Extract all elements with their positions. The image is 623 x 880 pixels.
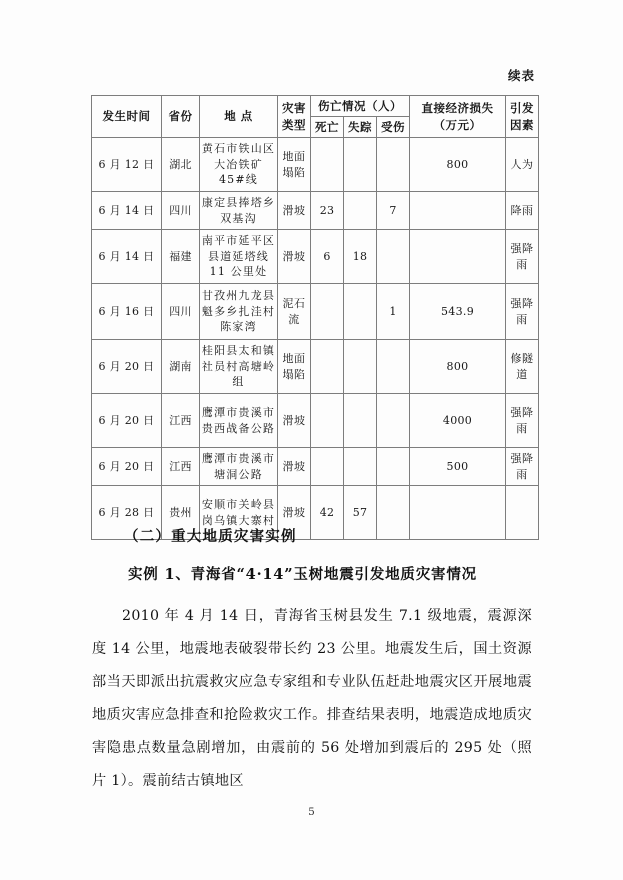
cell-cause: 强降雨: [506, 230, 539, 284]
cell-missing: [344, 284, 377, 340]
cell-deaths: [311, 394, 344, 448]
cell-disaster-type: 滑坡: [278, 394, 311, 448]
table-row: [92, 192, 539, 230]
cell-missing: [344, 192, 377, 230]
cell-time: 6 月 16 日: [92, 284, 162, 340]
cell-cause: [506, 486, 539, 540]
cell-deaths: [311, 448, 344, 486]
cell-disaster-type: 滑坡: [278, 486, 311, 540]
table-row: [92, 340, 539, 394]
cell-missing: [344, 448, 377, 486]
header-economic-loss: [410, 96, 506, 138]
table-row: [92, 448, 539, 486]
cell-economic-loss: [410, 230, 506, 284]
cell-place: 鹰潭市贵溪市贵西战备公路: [200, 394, 278, 448]
cell-province: 湖南: [162, 340, 200, 394]
cell-economic-loss: [410, 486, 506, 540]
header-missing: 失踪: [344, 117, 377, 138]
table-row: [92, 230, 539, 284]
table-header: [92, 96, 539, 138]
geological-disaster-table-wrapper: [91, 95, 534, 540]
header-row-primary: [92, 96, 539, 117]
cell-deaths: 23: [311, 192, 344, 230]
cell-missing: 57: [344, 486, 377, 540]
header-cause-line2: 因素: [510, 117, 534, 132]
header-injured: 受伤: [377, 117, 410, 138]
cell-disaster-type: 地面塌陷: [278, 138, 311, 192]
table-row: [92, 284, 539, 340]
header-deaths: 死亡: [311, 117, 344, 138]
header-disaster-type-line2: 类型: [282, 117, 306, 132]
cell-place: 康定县捧塔乡双基沟: [200, 192, 278, 230]
table-row: [92, 394, 539, 448]
cell-province: 四川: [162, 192, 200, 230]
cell-deaths: 6: [311, 230, 344, 284]
header-province: 省份: [162, 96, 200, 138]
cell-injured: [377, 230, 410, 284]
cell-disaster-type: 滑坡: [278, 192, 311, 230]
cell-disaster-type: 泥石流: [278, 284, 311, 340]
header-disaster-type-line1: 灾害: [282, 100, 306, 115]
header-economic-loss-line1: 直接经济损失: [421, 100, 494, 115]
cell-disaster-type: 滑坡: [278, 230, 311, 284]
geological-disaster-table: [91, 95, 539, 540]
header-cause-line1: 引发: [510, 100, 534, 115]
cell-injured: [377, 486, 410, 540]
cell-deaths: [311, 340, 344, 394]
cell-time: 6 月 28 日: [92, 486, 162, 540]
cell-time: 6 月 12 日: [92, 138, 162, 192]
cell-injured: 1: [377, 284, 410, 340]
cell-time: 6 月 14 日: [92, 192, 162, 230]
cell-time: 6 月 14 日: [92, 230, 162, 284]
cell-missing: [344, 138, 377, 192]
continuation-table-label: 续表: [507, 68, 535, 83]
cell-province: 江西: [162, 448, 200, 486]
header-time: 发生时间: [92, 96, 162, 138]
cell-missing: [344, 394, 377, 448]
section-heading: （二）重大地质灾害实例: [124, 528, 297, 545]
cell-economic-loss: 500: [410, 448, 506, 486]
cell-place: 安顺市关岭县岗乌镇大寨村: [200, 486, 278, 540]
cell-time: 6 月 20 日: [92, 448, 162, 486]
cell-province: 四川: [162, 284, 200, 340]
case-sub-heading: 实例 1、青海省“4·14”玉树地震引发地质灾害情况: [128, 566, 477, 583]
cell-deaths: 42: [311, 486, 344, 540]
body-paragraph: [92, 600, 532, 798]
cell-time: 6 月 20 日: [92, 394, 162, 448]
cell-place: 甘孜州九龙县魁多乡扎洼村陈家湾: [200, 284, 278, 340]
header-casualty-group: 伤亡情况（人）: [311, 96, 410, 117]
cell-economic-loss: 800: [410, 340, 506, 394]
cell-place: 南平市延平区县道延塔线 11 公里处: [200, 230, 278, 284]
cell-missing: 18: [344, 230, 377, 284]
cell-disaster-type: 滑坡: [278, 448, 311, 486]
cell-cause: 修隧道: [506, 340, 539, 394]
cell-province: 湖北: [162, 138, 200, 192]
cell-injured: [377, 340, 410, 394]
cell-province: 贵州: [162, 486, 200, 540]
cell-economic-loss: 543.9: [410, 284, 506, 340]
header-economic-loss-line2: （万元）: [433, 117, 482, 132]
cell-province: 江西: [162, 394, 200, 448]
paragraph-text: 2010 年 4 月 14 日，青海省玉树县发生 7.1 级地震，震源深度 14 公里，地震地表破裂带长约 23 公里。地震发生后，国土资源部当天即派出抗震救灾应急专家组和专业队伍赶赴地震灾区开展地震地质灾害应急排查和抢险救灾工作。排查结果表明，地震造成地质灾害隐患点数量急剧增加，由震前的 56 处增加到震后的 295 处（照片 1）。震前结古镇地区: [92, 608, 532, 789]
page-number: 5: [308, 806, 315, 818]
cell-cause: 强降雨: [506, 284, 539, 340]
cell-economic-loss: [410, 192, 506, 230]
cell-deaths: [311, 138, 344, 192]
cell-cause: 强降雨: [506, 394, 539, 448]
header-cause: [506, 96, 539, 138]
cell-province: 福建: [162, 230, 200, 284]
cell-economic-loss: 4000: [410, 394, 506, 448]
cell-deaths: [311, 284, 344, 340]
cell-place: 黄石市铁山区大冶铁矿45#线: [200, 138, 278, 192]
table-body: [92, 138, 539, 540]
table-row: [92, 138, 539, 192]
cell-economic-loss: 800: [410, 138, 506, 192]
cell-injured: 7: [377, 192, 410, 230]
cell-injured: [377, 138, 410, 192]
cell-cause: 降雨: [506, 192, 539, 230]
cell-cause: 人为: [506, 138, 539, 192]
cell-injured: [377, 394, 410, 448]
cell-time: 6 月 20 日: [92, 340, 162, 394]
cell-injured: [377, 448, 410, 486]
cell-place: 桂阳县太和镇社员村高塘岭组: [200, 340, 278, 394]
cell-disaster-type: 地面塌陷: [278, 340, 311, 394]
cell-place: 鹰潭市贵溪市塘洞公路: [200, 448, 278, 486]
header-disaster-type: [278, 96, 311, 138]
header-place: 地 点: [200, 96, 278, 138]
cell-cause: 强降雨: [506, 448, 539, 486]
cell-missing: [344, 340, 377, 394]
